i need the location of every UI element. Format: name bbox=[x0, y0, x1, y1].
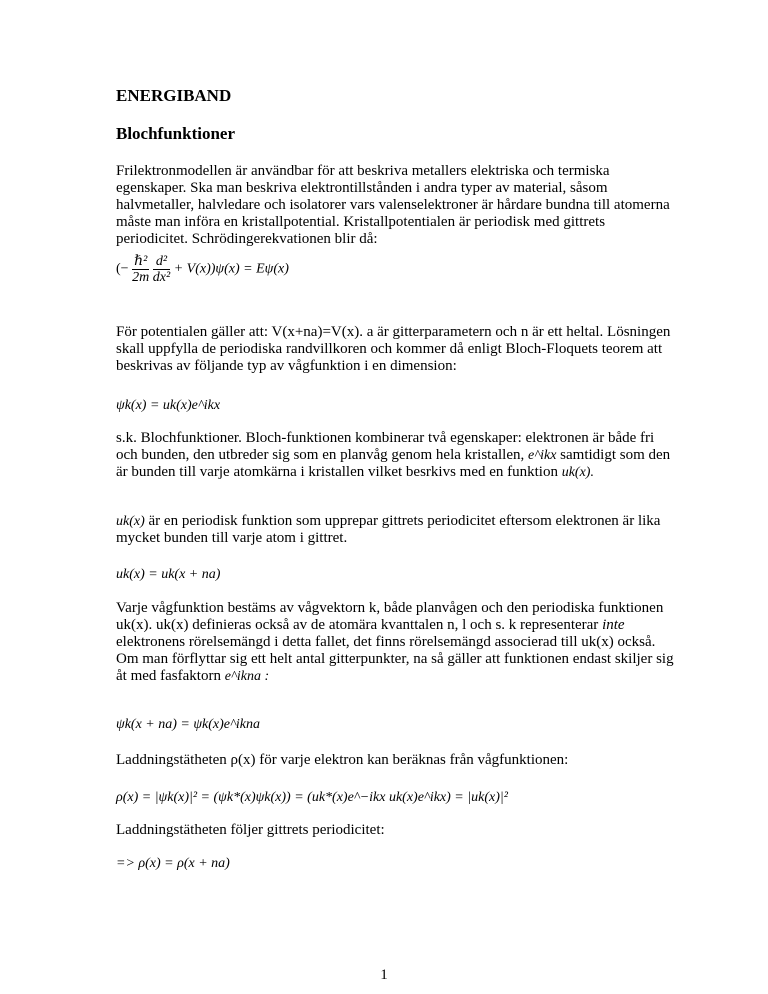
para5-text-c: Om man förflyttar sig ett helt antal gitterpunkter, na så gäller att funktionen endast skiljer sig åt med fasfaktorn bbox=[116, 651, 674, 684]
page-title: ENERGIBAND bbox=[116, 86, 232, 105]
para3-text-b: samtidigt som den är bunden till varje atomkärna i kristallen vilket besrkivs med en funktion bbox=[116, 447, 671, 480]
eq1-rest: + V(x))ψ(x) = Eψ(x) bbox=[173, 261, 289, 277]
paragraph-potential: För potentialen gäller att: V(x+na)=V(x). a är gitterparametern och n är ett heltal. Lösningen skall uppfylla de periodiska randvillkoren och kommer då enligt Bloch-Floquets teorem att beskrivas av följande typ av vågfunktion i en dimension: bbox=[116, 324, 671, 374]
paragraph-charge-density: Laddningstätheten ρ(x) för varje elektron kan beräknas från vågfunktionen: bbox=[116, 752, 569, 768]
para3-text-a: s.k. Blochfunktioner. Bloch-funktionen kombinerar två egenskaper: elektronen är både fri och bunden, den utbreder sig som en planvåg genom hela kristallen, bbox=[116, 430, 655, 463]
charge-density-periodicity-equation: => ρ(x) = ρ(x + na) bbox=[116, 856, 230, 871]
para3-function: uk(x). bbox=[561, 465, 594, 480]
para5-phase-factor: e^ikna : bbox=[224, 669, 270, 684]
section-heading: Blochfunktioner bbox=[116, 124, 236, 143]
paragraph-intro: Frilektronmodellen är användbar för att beskriva metallers elektriska och termiska egenskaper. Ska man beskriva elektrontillstånden i andra typer av material, såsom halvmetaller, halvledare och isolatorer vars valenselektroner är hårdare bundna till atomerna måste man införa en kristallpotential. Kristallpotentialen är periodisk med gittrets periodicitet. Schrödingerekvationen blir då: bbox=[116, 163, 670, 247]
para5-text-b: elektronens rörelsemängd i detta fallet, det finns rörelsemängd associerad till uk(x) också. bbox=[116, 634, 656, 650]
paragraph-charge-periodicity: Laddningstätheten följer gittrets periodicitet: bbox=[116, 822, 385, 838]
para5-emphasis: inte bbox=[602, 617, 625, 633]
para4-function: uk(x) bbox=[116, 514, 145, 529]
eq1-fraction-derivative bbox=[153, 254, 170, 285]
eq1-num2: d² bbox=[153, 254, 170, 270]
schrodinger-equation bbox=[116, 254, 676, 285]
periodicity-equation: uk(x) = uk(x + na) bbox=[116, 567, 221, 582]
eq1-num1: ℏ² bbox=[134, 254, 148, 269]
para4-text: är en periodisk funktion som upprepar gittrets periodicitet eftersom elektronen är lika mycket bunden till varje atom i gittret. bbox=[116, 513, 661, 546]
eq1-fraction-hbar bbox=[132, 254, 149, 285]
para3-plane-wave: e^ikx bbox=[527, 448, 557, 463]
para5-text-a: Varje vågfunktion bestäms av vågvektorn k, både planvågen och den periodiska funktionen uk(x). uk(x) definieras också av de atomära kvanttalen n, l och s. k representerar bbox=[116, 600, 664, 633]
phase-shift-equation: ψk(x + na) = ψk(x)e^ikna bbox=[116, 717, 261, 732]
eq1-open: (− bbox=[116, 261, 129, 277]
eq1-den1: 2m bbox=[132, 270, 150, 285]
eq1-den2: dx² bbox=[152, 270, 171, 285]
page-number: 1 bbox=[380, 967, 388, 983]
paragraph-blochfunctions bbox=[116, 430, 676, 481]
charge-density-equation: ρ(x) = |ψk(x)|² = (ψk*(x)ψk(x)) = (uk*(x)e^−ikx uk(x)e^ikx) = |uk(x)|² bbox=[116, 790, 508, 805]
bloch-wavefunction-equation: ψk(x) = uk(x)e^ikx bbox=[116, 398, 221, 413]
paragraph-periodic-function bbox=[116, 513, 676, 547]
paragraph-wavevector bbox=[116, 600, 676, 685]
